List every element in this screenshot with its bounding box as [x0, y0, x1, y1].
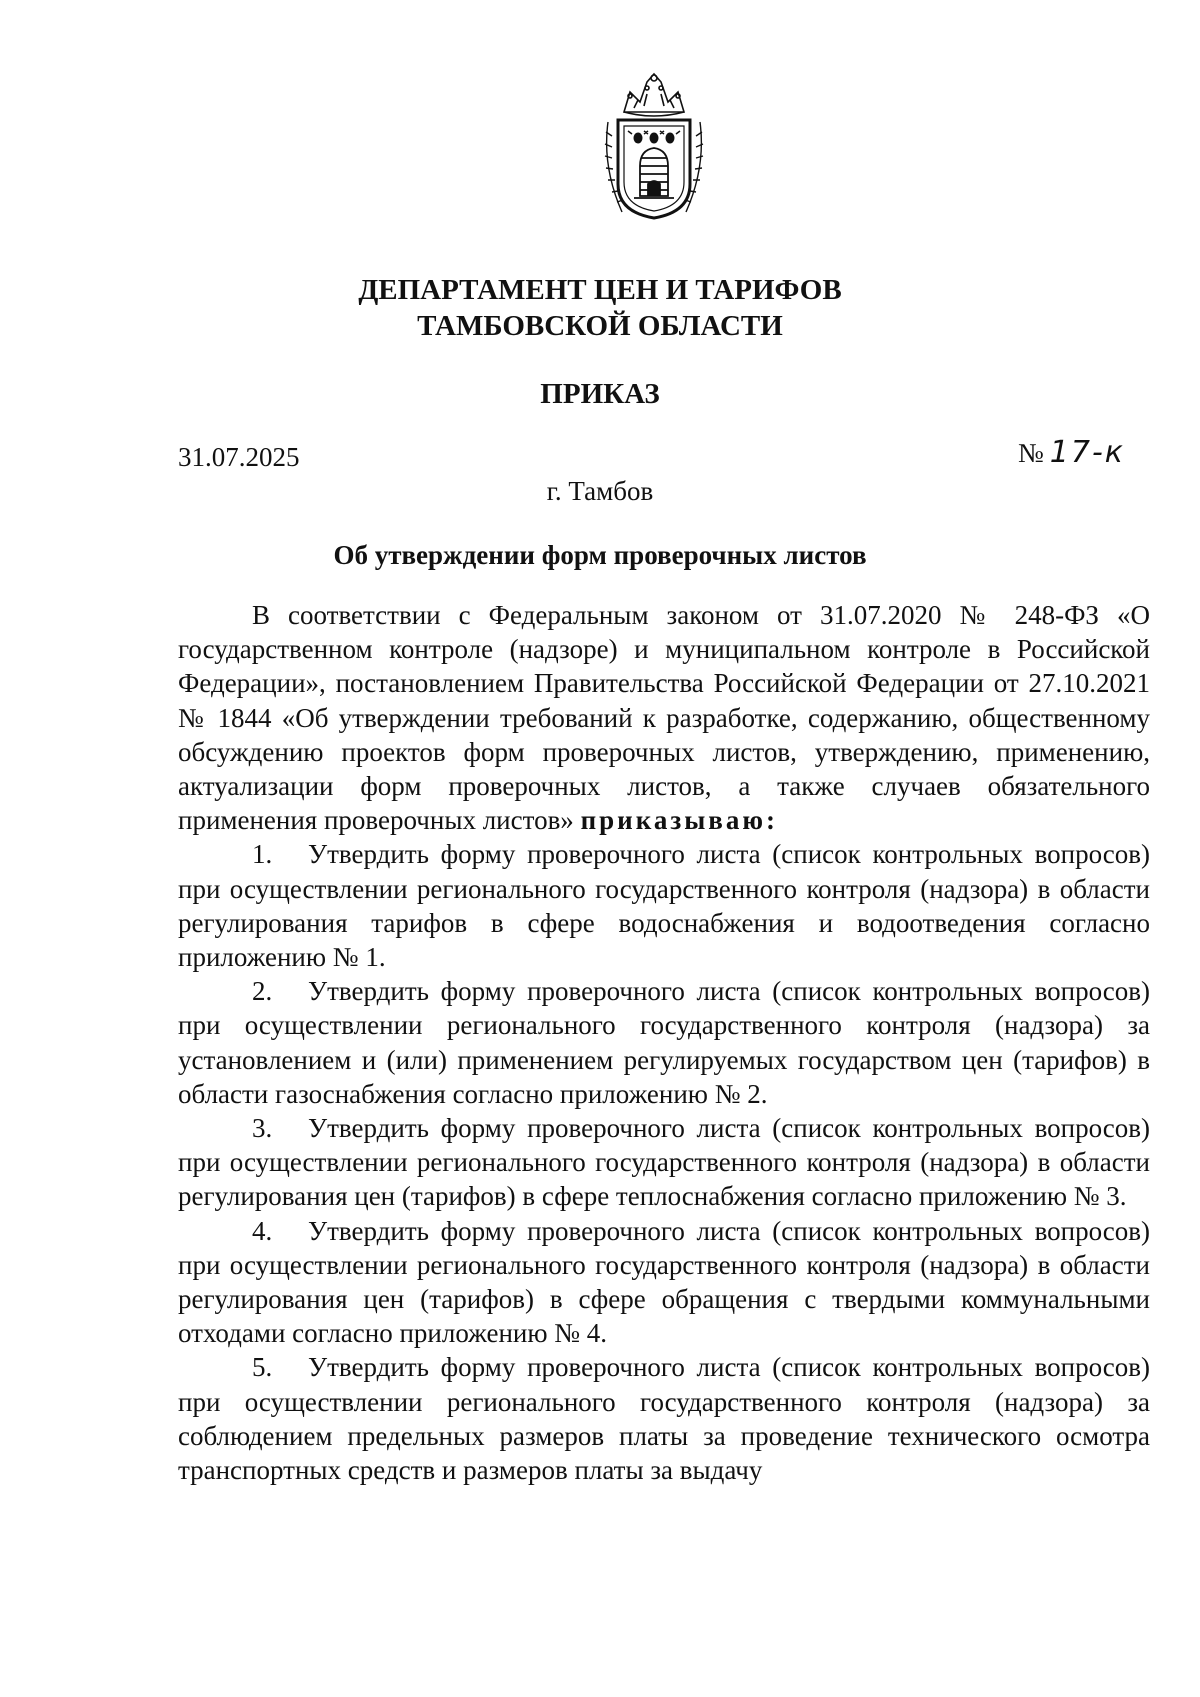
- item-text: Утвердить форму проверочного листа (список контрольных вопросов) при осуществлении регионального государственного контроля (надзора) за установлением и (или) применением регулируемых государством цен (тарифов) в области газоснабжения согласно приложению № 2.: [178, 976, 1150, 1109]
- preamble-text: В соответствии с Федеральным законом от 31.07.2020 № 248-ФЗ «О государственном контроле (надзоре) и муниципальном контроле в Российской Федерации», постановлением Правительства Российской Федерации от 27.10.2021 № 1844 «Об утверждении требований к разработке, содержанию, общественному обсуждению проектов форм проверочных листов, утверждению, применению, актуализации форм проверочных листов, а также случаев обязательного применения проверочных листов»: [178, 600, 1150, 836]
- department-name-line1: ДЕПАРТАМЕНТ ЦЕН И ТАРИФОВ: [358, 274, 842, 306]
- item-number: 1.: [252, 839, 273, 870]
- item-number: 5.: [252, 1352, 273, 1383]
- document-subject: Об утверждении форм проверочных листов: [333, 540, 867, 570]
- item-text: Утвердить форму проверочного листа (список контрольных вопросов) при осуществлении регионального государственного контроля (надзора) в области регулирования тарифов в сфере водоснабжения и водоотведения согласно приложению № 1.: [178, 839, 1150, 973]
- document-date: 31.07.2025: [178, 442, 300, 472]
- item-number: 4.: [252, 1215, 273, 1246]
- item-text: Утвердить форму проверочного листа (список контрольных вопросов) при осуществлении регионального государственного контроля (надзора) в области регулирования цен (тарифов) в сфере обращения с твердыми коммунальными отходами согласно приложению № 4.: [178, 1215, 1150, 1349]
- number-sign: №: [1018, 438, 1044, 468]
- handwritten-number: 17-к: [1049, 435, 1125, 470]
- item-text: Утвердить форму проверочного листа (список контрольных вопросов) при осуществлении регионального государственного контроля (надзора) в области регулирования цен (тарифов) в сфере теплоснабжения согласно приложению № 3.: [178, 1113, 1150, 1212]
- document-type: ПРИКАЗ: [540, 378, 660, 410]
- order-item: [178, 1214, 1150, 1351]
- order-item: [178, 1111, 1150, 1214]
- order-keyword: приказываю:: [580, 805, 778, 836]
- document-city: г. Тамбов: [546, 476, 654, 506]
- order-item: [178, 974, 1150, 1111]
- document-number: [1018, 436, 1125, 470]
- order-item: [178, 1350, 1150, 1487]
- item-text: Утвердить форму проверочного листа (список контрольных вопросов) при осуществлении регионального государственного контроля (надзора) за соблюдением предельных размеров платы за проведение технического осмотра транспортных средств и размеров платы за выдачу: [178, 1352, 1150, 1486]
- coat-of-arms-icon: [602, 72, 706, 222]
- item-number: 3.: [252, 1113, 273, 1144]
- document-body: [178, 598, 1150, 1487]
- department-name-line2: ТАМБОВСКОЙ ОБЛАСТИ: [417, 310, 783, 342]
- item-number: 2.: [252, 976, 273, 1007]
- preamble-paragraph: [178, 598, 1150, 837]
- order-item: [178, 837, 1150, 974]
